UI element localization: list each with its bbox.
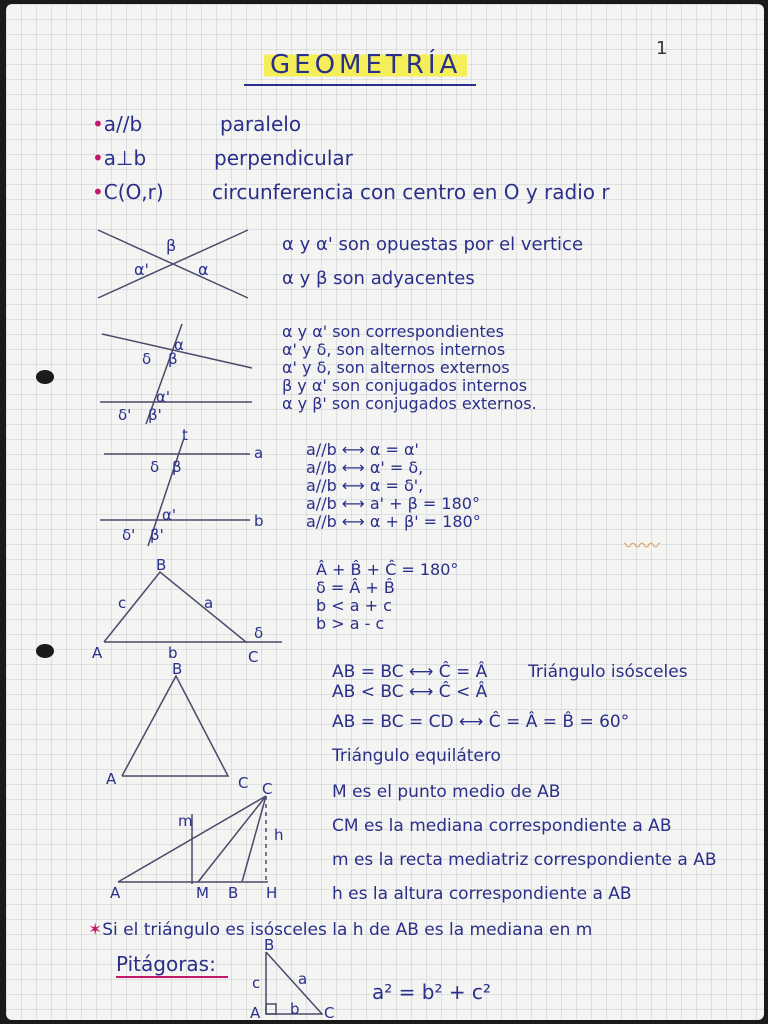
notation-meaning: paralelo <box>220 112 302 136</box>
fig3-label: δ <box>150 458 160 476</box>
fig5-label: A <box>106 770 117 788</box>
fig6-label: m <box>178 812 193 830</box>
pitagoras-label: A <box>250 1004 261 1020</box>
fig5-label: C <box>238 774 249 792</box>
pitagoras-label: C <box>324 1004 335 1020</box>
fig2-text: α y β' son conjugados externos. <box>282 394 537 413</box>
fig5-triangle <box>122 676 228 776</box>
fig3-text: a//b ⟷ α + β' = 180° <box>306 512 481 531</box>
fig6-label: M <box>196 884 209 902</box>
fig2-label: β <box>168 350 178 368</box>
notation-meaning: circunferencia con centro en O y radio r <box>212 180 610 204</box>
fig4-text: Â + B̂ + Ĉ = 180° <box>316 560 459 579</box>
page-number: 1 <box>656 38 668 59</box>
fig6-label: C <box>262 780 273 798</box>
fig2-label: β' <box>148 406 162 424</box>
notation-meaning: perpendicular <box>214 146 353 170</box>
fig2-label: δ' <box>118 406 132 424</box>
pitagoras-heading: Pitágoras: <box>116 952 216 976</box>
fig1-label-alpha: α <box>198 260 209 279</box>
fig6-text: m es la recta mediatriz correspondiente a AB <box>332 850 717 870</box>
fig2-text: α' y δ, son alternos externos <box>282 358 510 377</box>
fig5-note: Triángulo isósceles <box>528 662 688 682</box>
fig3-label: b <box>254 512 264 530</box>
fig3-text: a//b ⟷ α' = δ, <box>306 458 424 477</box>
fig4-label: A <box>92 644 103 662</box>
fig3-label: δ' <box>122 526 136 544</box>
pitagoras-label: B <box>264 936 275 954</box>
fig1-label-alpha-prime: α' <box>134 260 149 279</box>
pitagoras-label: c <box>252 974 261 992</box>
fig5-label: B <box>172 660 183 678</box>
fig4-label: b <box>168 644 178 662</box>
fig4-text: b > a - c <box>316 614 385 633</box>
fig3-label: α' <box>162 506 177 524</box>
fig3-label: β <box>172 458 182 476</box>
fig1-text: α y β son adyacentes <box>282 268 475 289</box>
page-title: GEOMETRÍA <box>264 50 467 80</box>
fig3-text: a//b ⟷ α = α' <box>306 440 419 459</box>
fig6-text: h es la altura correspondiente a AB <box>332 884 632 904</box>
fig3-text: a//b ⟷ α = δ', <box>306 476 424 495</box>
fig6-label: A <box>110 884 121 902</box>
fig5-eq: AB = BC = CD ⟷ Ĉ = Â = B̂ = 60° <box>332 712 630 732</box>
fig2-text: α' y δ, son alternos internos <box>282 340 506 359</box>
fig6-label: B <box>228 884 239 902</box>
pitagoras-underline <box>116 976 228 978</box>
fig2-text: α y α' son correspondientes <box>282 322 504 341</box>
notation-item: •a//b <box>92 112 143 136</box>
fig6-label: h <box>274 826 284 844</box>
right-angle-mark <box>266 1004 276 1014</box>
fig1-text: α y α' son opuestas por el vertice <box>282 234 584 255</box>
fig3-text: a//b ⟷ a' + β = 180° <box>306 494 480 513</box>
fig6-median <box>198 796 266 882</box>
pitagoras-label: a <box>298 970 308 988</box>
fig4-label: δ <box>254 624 264 642</box>
fig4-text: b < a + c <box>316 596 392 615</box>
fig2-text: β y α' son conjugados internos <box>282 376 528 395</box>
fig3-label: a <box>254 444 264 462</box>
fig5-eq: AB < BC ⟷ Ĉ < Â <box>332 682 488 702</box>
pitagoras-formula: a² = b² + c² <box>372 980 491 1004</box>
isosceles-note: ✶Si el triángulo es isósceles la h de AB es la mediana en m <box>88 920 593 940</box>
fig3-label: t <box>182 426 188 444</box>
fig4-text: δ = Â + B̂ <box>316 578 395 597</box>
fig2-label: α <box>174 336 184 354</box>
fig2-label: δ <box>142 350 152 368</box>
notation-item: •a⊥b <box>92 146 147 170</box>
fig4-label: c <box>118 594 127 612</box>
fig4-label: a <box>204 594 214 612</box>
fig4-label: B <box>156 556 167 574</box>
fig6-label: H <box>266 884 278 902</box>
fig2-label: α' <box>156 388 171 406</box>
fig6-text: CM es la mediana correspondiente a AB <box>332 816 672 836</box>
fig1-label-beta: β <box>166 236 177 255</box>
fig6-text: M es el punto medio de AB <box>332 782 561 802</box>
notation-item: •C(O,r) <box>92 180 164 204</box>
fig5-text: Triángulo equilátero <box>332 746 501 766</box>
pitagoras-label: b <box>290 1000 300 1018</box>
fig3-label: β' <box>150 526 164 544</box>
fig5-eq: AB = BC ⟷ Ĉ = Â <box>332 662 488 682</box>
fig4-label: C <box>248 648 259 666</box>
fig6-side <box>242 796 266 882</box>
notebook-page <box>6 4 764 1020</box>
orange-squiggle: 〰〰 <box>624 536 660 557</box>
